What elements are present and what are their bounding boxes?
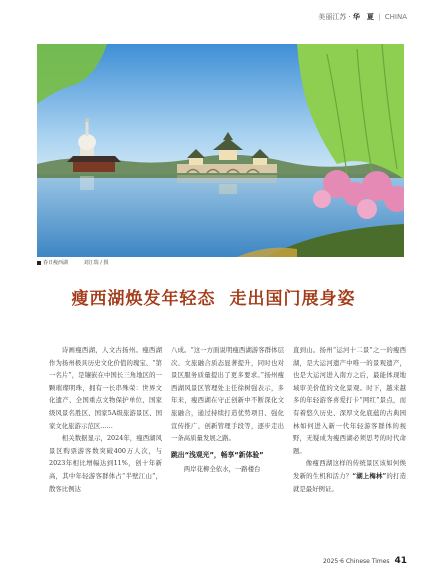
highlight-text: “湖上梅林” — [352, 471, 387, 480]
running-header — [318, 12, 407, 22]
article-headline — [0, 284, 427, 309]
paragraph: 诗画瘦西湖，人文古扬州。瘦西湖作为扬州极具历史文化价值的瑰宝、“第一名片”，是镶嵌在中国长三角地区的一颗璀璨明珠，拥有一长串殊荣：世界文化遗产、全国重点文物保护单位、国家级风景名胜区、国家5A级旅游景区、国家文化旅游示范区…… — [49, 346, 162, 430]
photo-credit: 刘江瑞 / 摄 — [83, 260, 109, 266]
paragraph-text: 像瘦西湖这样的传统景区该如何焕发新的生机和活力？ — [293, 459, 406, 480]
paragraph: 两岸花柳全依水，一路楼台 — [183, 465, 261, 474]
caption-text: 春日瘦西湖 — [43, 260, 69, 266]
paragraph — [293, 457, 406, 495]
article-column-3 — [293, 344, 406, 495]
headline-part1: 瘦西湖焕发年轻态 — [71, 289, 216, 309]
paragraph: 相关数据显示，2024年，瘦西湖风景区购票游客数突破400万人次，与2023年相比增幅达到11%，创十年新高，其中年轻游客群体占“半壁江山”，散客比例达 — [49, 434, 162, 493]
article-column-1 — [49, 344, 162, 495]
header-column: 华 夏 — [352, 13, 374, 21]
headline-part2: 走出国门展身姿 — [229, 289, 356, 309]
paragraph-text: 的打造就是最好例证。 — [293, 471, 407, 493]
article-column-2 — [171, 344, 284, 476]
lake-bridge-photo — [37, 44, 404, 257]
caption-square-icon — [37, 261, 41, 265]
header-china: CHINA — [384, 13, 407, 21]
photo-caption — [37, 259, 108, 266]
page-footer — [323, 556, 407, 566]
paragraph: 八成。“这一方面说明瘦西湖游客群体层次、文旅融合质态显著提升，同时也对景区服务质量提出了更多要求。”扬州瘦西湖风景区管理处主任徐树强表示，多年来，瘦西湖在守正创新中不断深化文旅融合，通过持续打造优势项目、强化宣传推广、创新管理手段等，逐步走出一条高质量发展之路。 — [171, 346, 284, 443]
page-number: 41 — [394, 556, 407, 566]
magazine-name: Chinese Times — [345, 558, 390, 565]
header-separator: | — [378, 13, 381, 21]
header-section: 美丽江苏 — [318, 13, 347, 21]
issue-number: 2025·6 — [322, 558, 344, 565]
paragraph: 直到山。扬州“运河十二景”之一的瘦西湖，是大运河遗产中唯一的景观遗产，也是大运河进入南方之后，最能体现地域审美价值的文化景观。时下，越来越多的年轻游客喜爱打卡“网红”景点，而有着悠久历史、深厚文化底蕴的古典园林如何进入新一代年轻游客群体的视野，无疑成为瘦西湖必须思考的时代命题。 — [293, 346, 406, 455]
header-dot: · — [348, 13, 351, 21]
section-subhead: 跳出“浅观光”，畅享“新体验” — [171, 450, 264, 459]
